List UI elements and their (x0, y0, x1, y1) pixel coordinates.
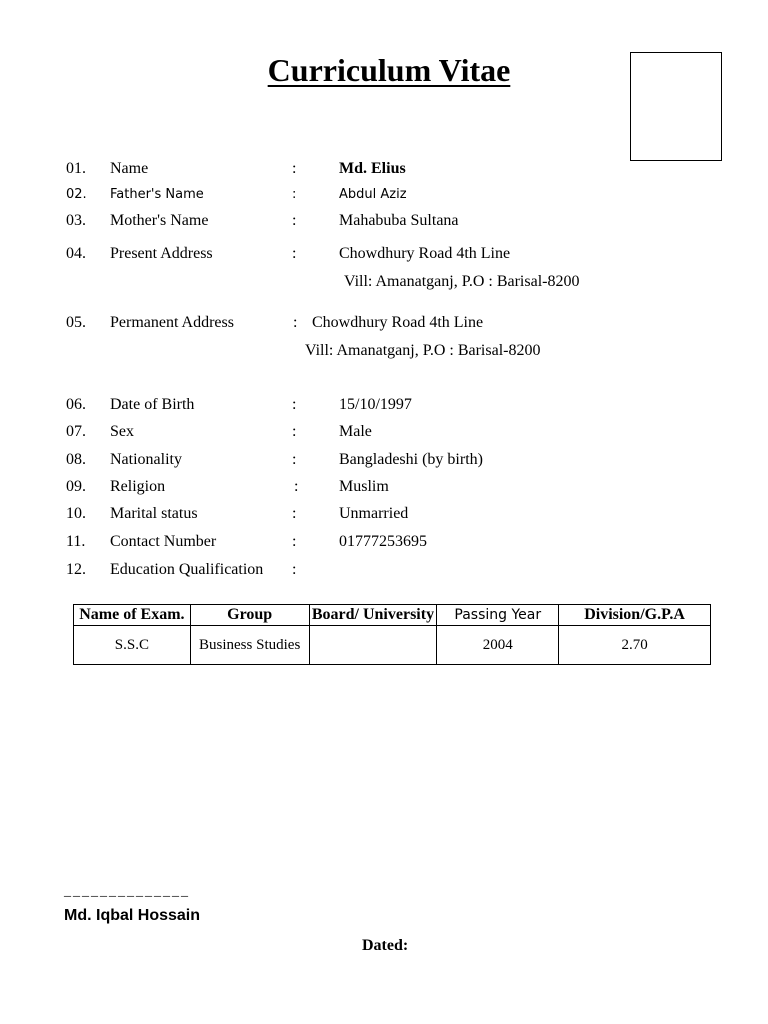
field-number: 03. (66, 212, 86, 229)
field-value-mother: Mahabuba Sultana (339, 212, 459, 229)
field-value-present-address-line2: Vill: Amanatganj, P.O : Barisal-8200 (344, 273, 580, 290)
cell-year: 2004 (437, 626, 559, 665)
education-table (73, 604, 711, 665)
field-label-name: Name (110, 160, 149, 177)
field-number: 06. (66, 396, 86, 413)
field-label-marital: Marital status (110, 505, 198, 522)
dated-label: Dated: (362, 937, 409, 954)
field-value-name: Md. Elius (339, 160, 406, 177)
field-value-present-address: Chowdhury Road 4th Line (339, 245, 511, 262)
table-header-row (74, 605, 711, 626)
field-value-marital: Unmarried (339, 505, 409, 522)
field-number: 02. (66, 187, 87, 202)
field-label-dob: Date of Birth (110, 396, 195, 413)
field-number: 11. (66, 533, 86, 550)
field-number: 07. (66, 423, 86, 440)
field-number: 10. (66, 505, 86, 522)
field-value-nationality: Bangladeshi (by birth) (339, 451, 483, 468)
field-value-father: Abdul Aziz (339, 187, 407, 202)
cell-group: Business Studies (190, 626, 309, 665)
cell-gpa: 2.70 (559, 626, 711, 665)
field-label-education: Education Qualification (110, 561, 264, 578)
field-label-religion: Religion (110, 478, 166, 495)
field-number: 09. (66, 478, 86, 495)
field-colon: : (292, 245, 297, 262)
field-value-religion: Muslim (339, 478, 389, 495)
table-row (74, 626, 711, 665)
field-label-permanent-address: Permanent Address (110, 314, 234, 331)
field-value-dob: 15/10/1997 (339, 396, 412, 413)
field-number: 04. (66, 245, 86, 262)
field-value-permanent-address: Chowdhury Road 4th Line (312, 314, 484, 331)
cell-board (309, 626, 437, 665)
header-board: Board/ University (309, 605, 437, 626)
field-label-sex: Sex (110, 423, 134, 440)
field-colon: : (294, 478, 299, 495)
field-colon: : (292, 187, 297, 202)
header-passing-year: Passing Year (437, 605, 559, 626)
field-colon: : (292, 212, 297, 229)
field-colon: : (292, 561, 297, 578)
field-colon: : (292, 396, 297, 413)
cell-exam: S.S.C (74, 626, 191, 665)
photo-box (630, 52, 722, 161)
field-colon: : (292, 505, 297, 522)
field-colon: : (292, 451, 297, 468)
field-colon: : (292, 160, 297, 177)
field-label-mother: Mother's Name (110, 212, 209, 229)
field-colon: : (292, 533, 297, 550)
signature-name: Md. Iqbal Hossain (64, 907, 201, 924)
header-group: Group (190, 605, 309, 626)
field-label-present-address: Present Address (110, 245, 213, 262)
field-number: 08. (66, 451, 86, 468)
field-label-nationality: Nationality (110, 451, 182, 468)
signature-line: ______________ (64, 884, 190, 899)
header-exam: Name of Exam. (74, 605, 191, 626)
header-division: Division/G.P.A (559, 605, 711, 626)
field-value-sex: Male (339, 423, 372, 440)
page-title: Curriculum Vitae (267, 52, 511, 88)
field-value-contact: 01777253695 (339, 533, 427, 550)
field-number: 05. (66, 314, 86, 331)
field-label-father: Father's Name (110, 187, 204, 202)
field-colon: : (293, 314, 298, 331)
field-colon: : (292, 423, 297, 440)
field-number: 12. (66, 561, 86, 578)
field-value-permanent-address-line2: Vill: Amanatganj, P.O : Barisal-8200 (305, 342, 541, 359)
field-number: 01. (66, 160, 86, 177)
field-label-contact: Contact Number (110, 533, 217, 550)
